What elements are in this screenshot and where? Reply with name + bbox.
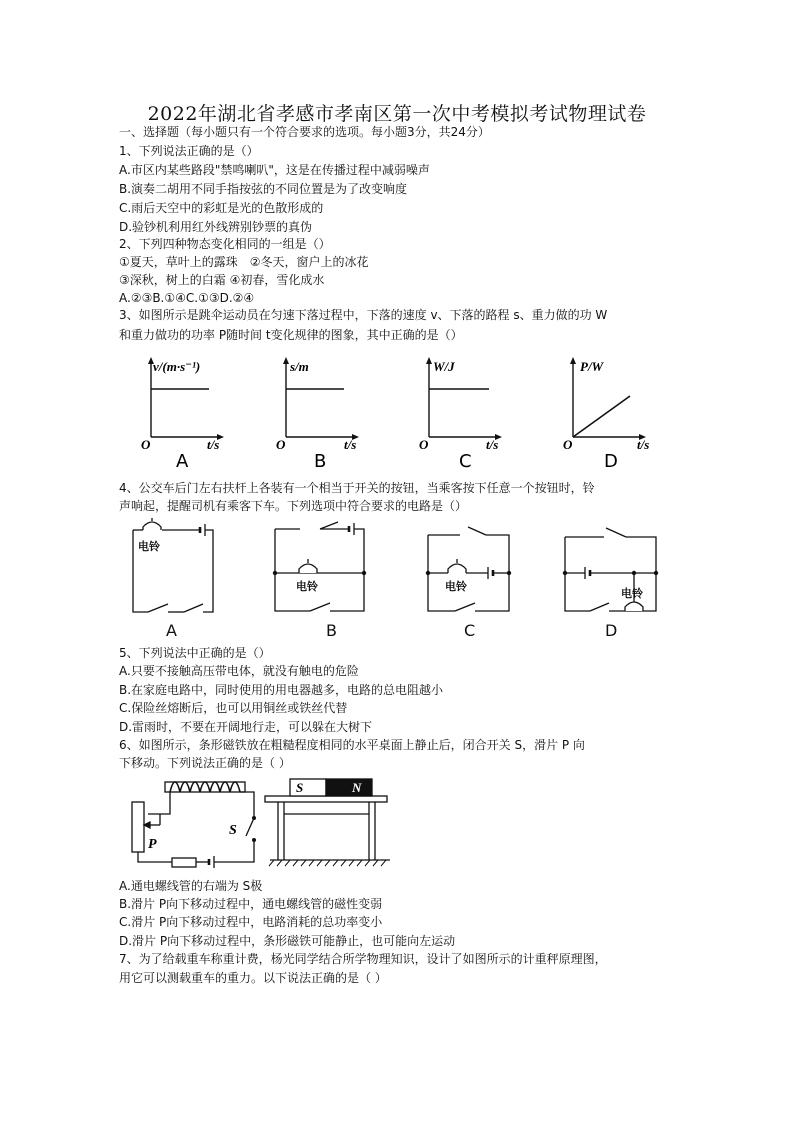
bell-label-b: 电铃 [296,580,318,593]
q2-line-2: ③深秋，树上的白霜 ④初春，雪化成水 [119,273,325,287]
graph-b [276,357,359,472]
magnet-s-label: S [296,780,304,795]
circuit-b [275,522,364,611]
q3-line-2: 和重力做功的功率 P随时间 t变化规律的图象，其中正确的是（） [119,328,463,342]
q4-line-2: 声响起，提醒司机有乘客下车。下列选项中符合要求的电路是（） [119,499,468,513]
q5-option-c: C.保险丝熔断后，也可以用铜丝或铁丝代替 [119,701,348,715]
q6-option-a: A.通电螺线管的右端为 S极 [119,879,263,893]
graph-c [419,357,502,472]
graph-b-ylabel: s/m [290,359,309,374]
q2-stem: 2、下列四种物态变化相同的一组是（） [119,237,331,251]
graph-a-xlabel: t/s [207,437,220,452]
q3-graphs [0,345,794,475]
q7-line-1: 7、为了给载重车称重计费，杨光同学结合所学物理知识，设计了如图所示的计重秤原理图， [119,952,607,966]
q6-option-c: C.滑片 P向下移动过程中，电路消耗的总功率变小 [119,915,383,929]
graph-c-letter: C [459,451,472,472]
graph-b-xlabel: t/s [344,437,357,452]
q6-line-1: 6、如图所示，条形磁铁放在粗糙程度相同的水平桌面上静止后，闭合开关 S，滑片 P 向 [119,738,585,752]
q6-option-d: D.滑片 P向下移动过程中，条形磁铁可能静止，也可能向左运动 [119,934,456,948]
graph-a-ylabel: v/(m·s⁻¹) [153,359,201,374]
q1-option-b: B.演奏二胡用不同手指按弦的不同位置是为了改变响度 [119,182,408,196]
magnet-n-label: N [352,780,362,795]
q6-line-2: 下移动。下列说法正确的是（ ） [119,756,291,770]
q5-option-a: A.只要不接触高压带电体，就没有触电的危险 [119,664,359,678]
q6-option-b: B.滑片 P向下移动过程中，通电螺线管的磁性变弱 [119,897,383,911]
circuit-a [133,518,213,612]
slider-label: P [148,837,157,852]
q4-line-1: 4、公交车后门左右扶杆上各装有一个相当于开关的按钮，当乘客按下任意一个按钮时，铃 [119,481,595,495]
bell-label-d: 电铃 [621,587,643,600]
q6-figure [0,770,794,870]
graph-d-letter: D [604,451,618,472]
graph-a-letter: A [176,451,189,472]
circuit-c [428,527,509,611]
q2-line-1: ①夏天，草叶上的露珠 ②冬天，窗户上的冰花 [119,255,369,269]
bell-label-c: 电铃 [445,580,467,593]
q3-line-1: 3、如图所示是跳伞运动员在匀速下落过程中，下落的速度 v、下落的路程 s、重力做的功 W [119,308,608,322]
q4-circuits [0,515,794,645]
circuit-letter-a: A [166,621,177,640]
graph-b-letter: B [314,451,327,472]
graph-d [563,357,649,472]
q1-stem: 1、下列说法正确的是（） [119,144,259,158]
circuit-letter-c: C [464,621,476,640]
graph-a-origin: O [141,437,151,452]
q1-option-c: C.雨后天空中的彩虹是光的色散形成的 [119,201,324,215]
q7-line-2: 用它可以测载重车的重力。以下说法正确的是（ ） [119,971,387,985]
switch-label: S [229,823,237,838]
graph-b-origin: O [276,437,286,452]
circuit-letter-d: D [605,621,618,640]
q1-option-a: A.市区内某些路段"禁鸣喇叭"，这是在传播过程中减弱噪声 [119,163,430,177]
graph-d-ylabel: P/W [580,359,604,374]
graph-a [141,357,224,472]
q2-options: A.②③B.①④C.①③D.②④ [119,291,255,305]
q5-option-d: D.雷雨时，不要在开阔地行走，可以躲在大树下 [119,720,373,734]
graph-c-ylabel: W/J [433,359,455,374]
bell-label-a: 电铃 [138,540,160,553]
section-heading: 一、选择题（每小题只有一个符合要求的选项。每小题3分，共24分） [119,125,490,139]
graph-c-origin: O [419,437,429,452]
graph-d-origin: O [563,437,573,452]
q5-stem: 5、下列说法中正确的是（） [119,646,271,660]
graph-c-xlabel: t/s [486,437,499,452]
graph-d-xlabel: t/s [637,437,650,452]
page-title: 2022年湖北省孝感市孝南区第一次中考模拟考试物理试卷 [147,103,647,125]
circuit-letter-b: B [326,621,337,640]
q5-option-b: B.在家庭电路中，同时使用的用电器越多，电路的总电阻越小 [119,683,444,697]
q1-option-d: D.验钞机利用红外线辨别钞票的真伪 [119,220,313,234]
graph-d-line [573,396,630,437]
